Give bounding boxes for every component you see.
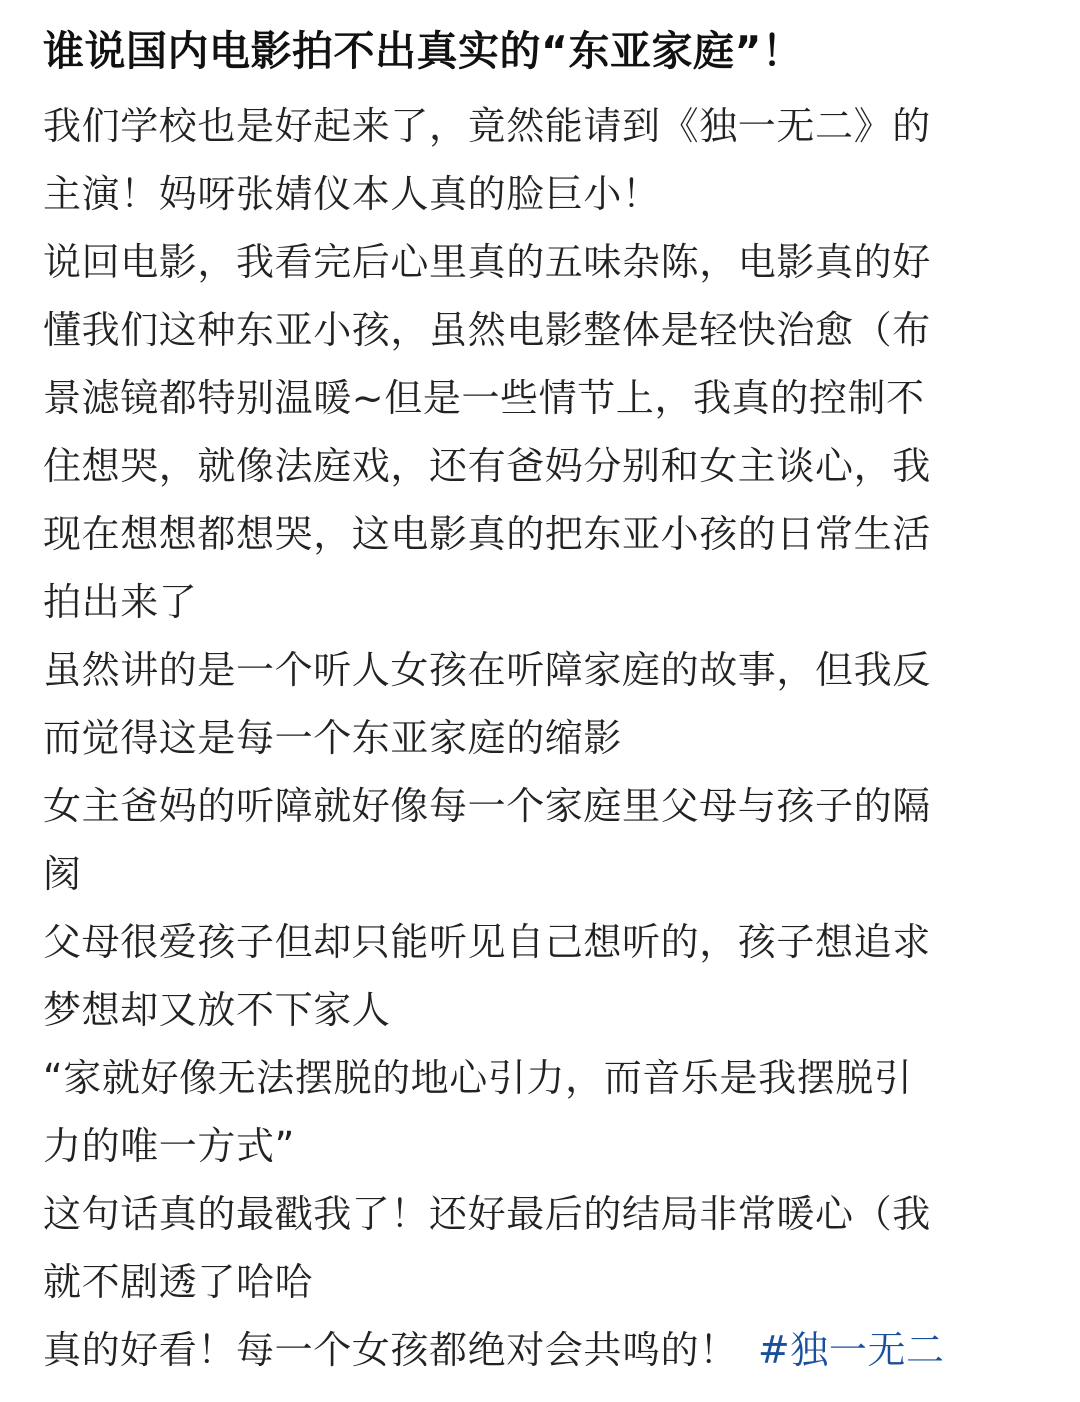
post-line: 我们学校也是好起来了，竟然能请到《独一无二》的 (43, 104, 931, 148)
post-line: 而觉得这是每一个东亚家庭的缩影 (43, 716, 623, 760)
post-line: 女主爸妈的听障就好像每一个家庭里父母与孩子的隔 (43, 784, 931, 828)
post-line: 住想哭，就像法庭戏，还有爸妈分别和女主谈心，我 (43, 444, 931, 488)
hashtag-link[interactable]: #独一无二 (757, 1328, 945, 1372)
post-line: 父母很爱孩子但却只能听见自己想听的，孩子想追求 (43, 920, 931, 964)
post-line: 虽然讲的是一个听人女孩在听障家庭的故事，但我反 (43, 648, 931, 692)
post-line: 景滤镜都特别温暖~但是一些情节上，我真的控制不 (43, 376, 925, 420)
post-line: 现在想想都想哭，这电影真的把东亚小孩的日常生活 (43, 512, 931, 556)
post-line: 这句话真的最戳我了！还好最后的结局非常暖心（我 (43, 1192, 931, 1236)
post-line: 主演！妈呀张婧仪本人真的脸巨小！ (43, 172, 661, 216)
post-line: 就不剧透了哈哈 (43, 1260, 314, 1304)
post-title: 谁说国内电影拍不出真实的“东亚家庭”！ (43, 27, 804, 75)
post-line: 力的唯一方式” (43, 1124, 295, 1168)
post-line: 懂我们这种东亚小孩，虽然电影整体是轻快治愈（布 (43, 308, 931, 352)
post-line: 阂 (43, 852, 82, 896)
post-last-line (43, 1316, 1050, 1384)
post-line: 梦想却又放不下家人 (43, 988, 391, 1032)
post-last-line-text: 真的好看！每一个女孩都绝对会共鸣的！ (43, 1328, 738, 1372)
post-body (43, 92, 1050, 1384)
post-line: 说回电影，我看完后心里真的五味杂陈，电影真的好 (43, 240, 931, 284)
post-line: 拍出来了 (43, 580, 198, 624)
post-line: “家就好像无法摆脱的地心引力，而音乐是我摆脱引 (43, 1056, 913, 1100)
